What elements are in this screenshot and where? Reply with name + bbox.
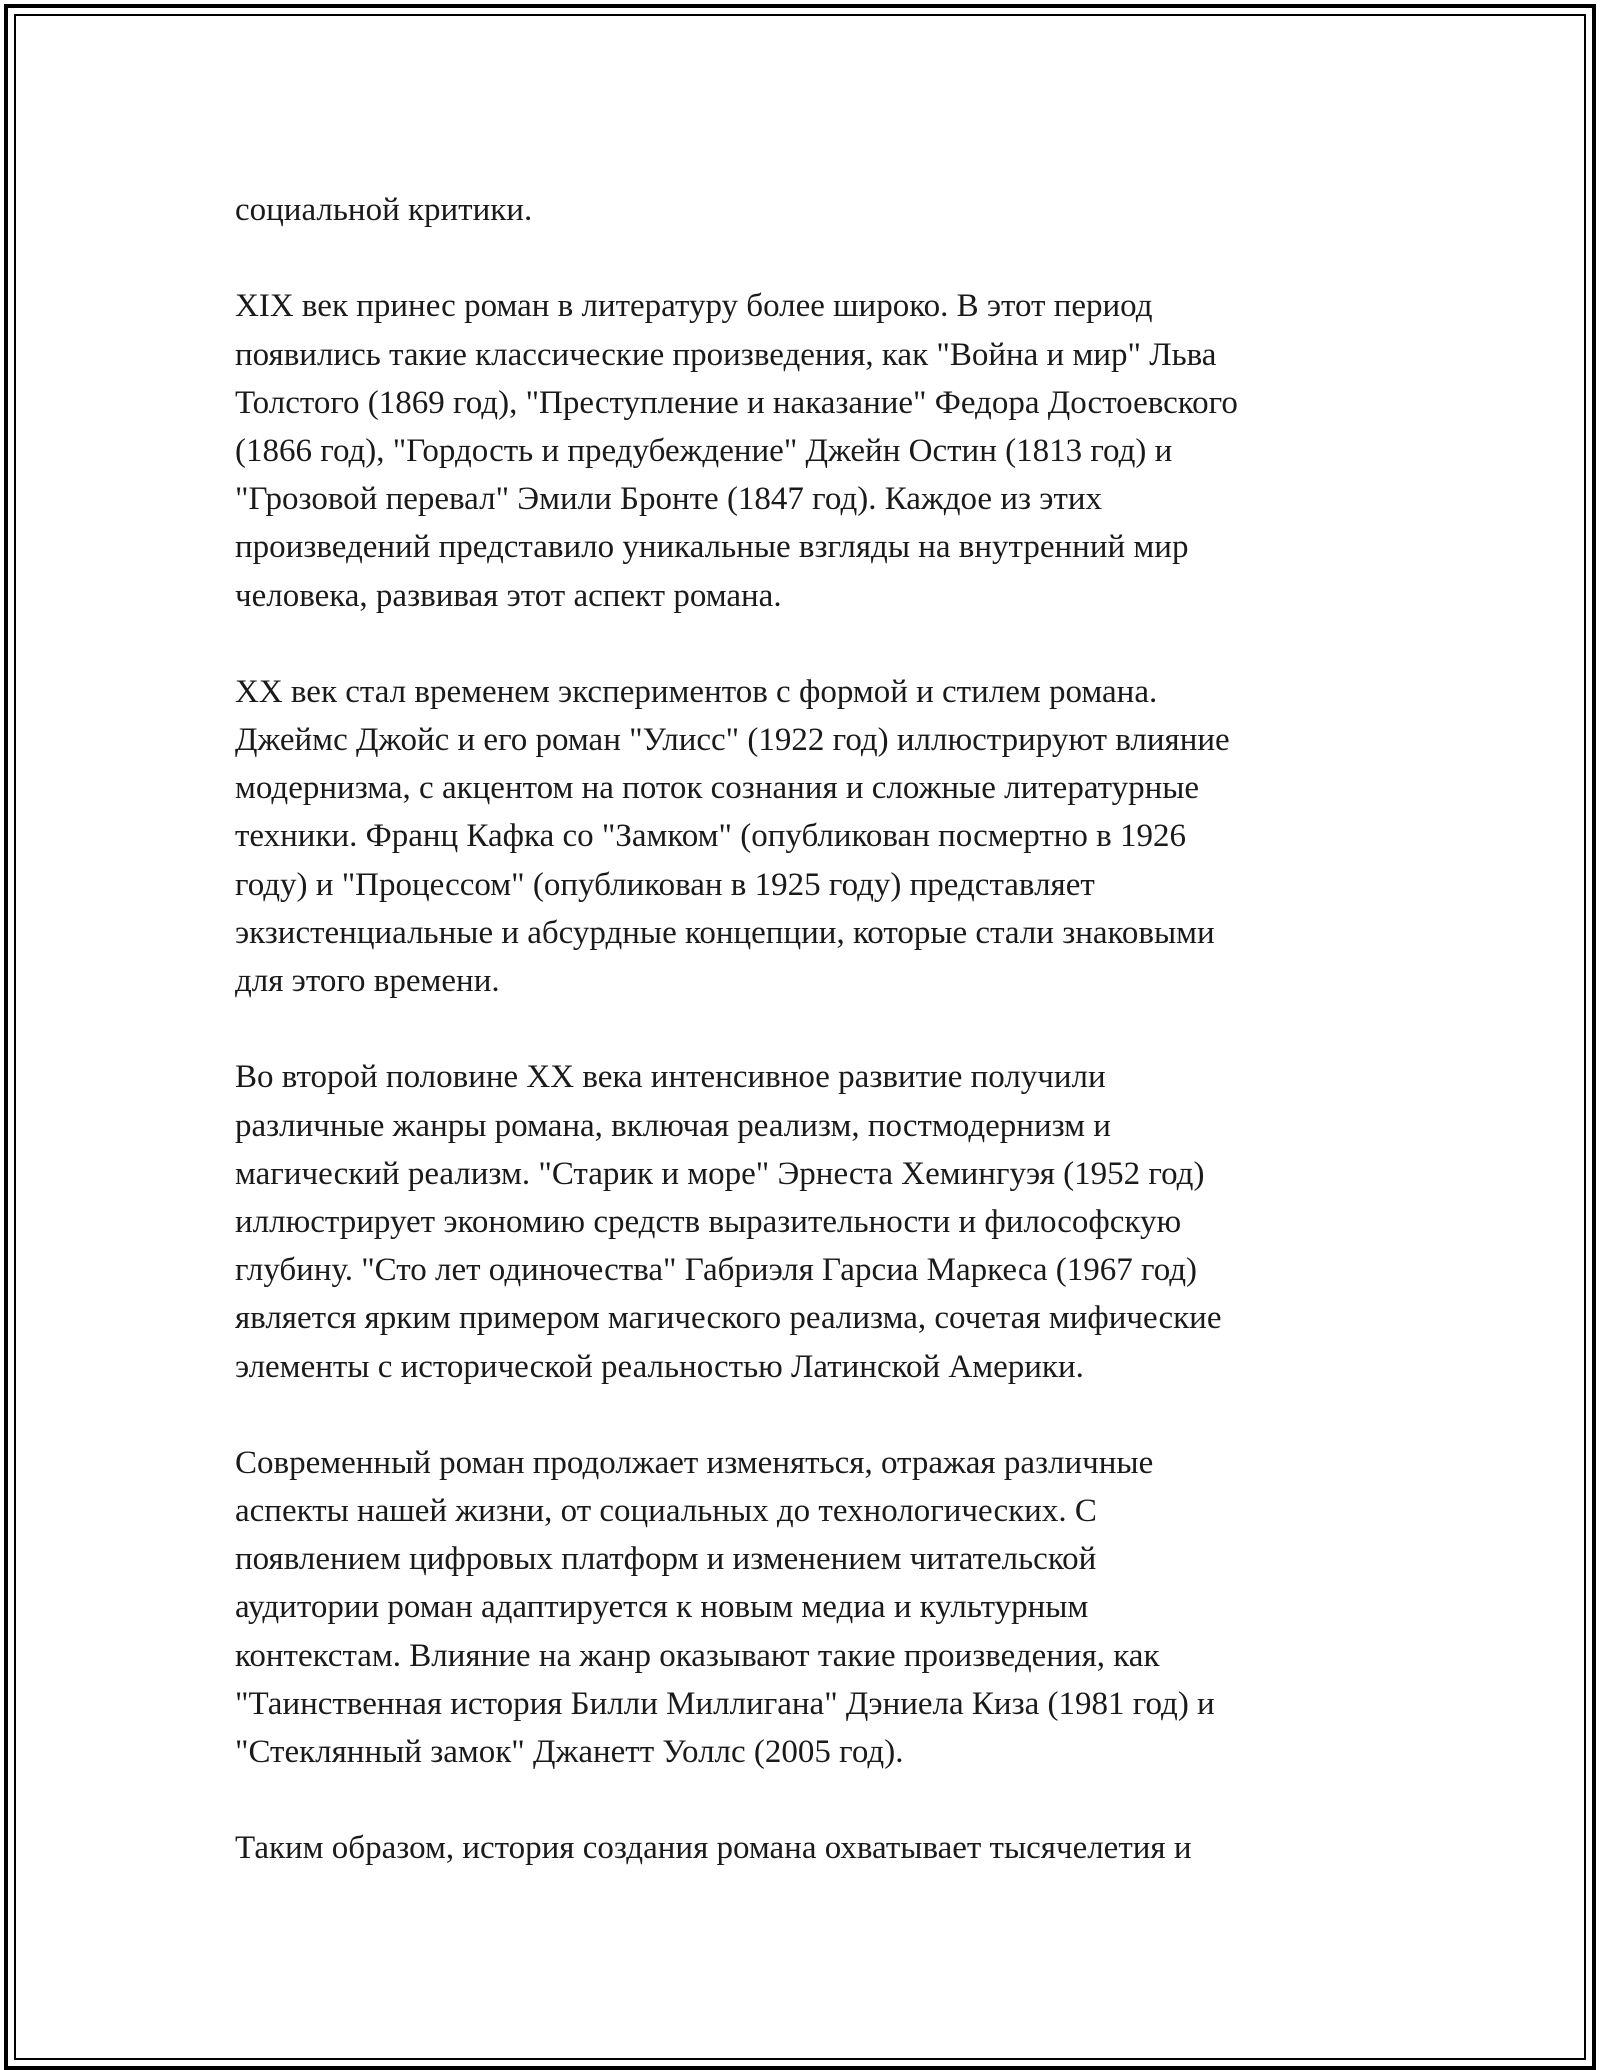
text-line: XIX век принес роман в литературу более широко. В этот период — [235, 288, 1153, 325]
text-line: аспекты нашей жизни, от социальных до технологических. С — [235, 1493, 1097, 1530]
paragraph — [235, 1439, 1395, 1776]
text-line: "Грозовой перевал" Эмили Бронте (1847 год). Каждое из этих — [235, 481, 1103, 518]
text-line: элементы с исторической реальностью Латинской Америки. — [235, 1348, 1084, 1385]
paragraph — [235, 186, 1395, 234]
text-line: году) и "Процессом" (опубликован в 1925 году) представляет — [235, 866, 1095, 903]
text-line: XX век стал временем экспериментов с формой и стилем романа. — [235, 673, 1158, 710]
paragraph — [235, 668, 1395, 1005]
text-line: аудитории роман адаптируется к новым медиа и культурным — [235, 1589, 1089, 1626]
text-line: магический реализм. "Старик и море" Эрнеста Хемингуэя (1952 год) — [235, 1155, 1205, 1192]
text-line: человека, развивая этот аспект романа. — [235, 577, 782, 614]
text-line: глубину. "Сто лет одиночества" Габриэля Гарсиа Маркеса (1967 год) — [235, 1252, 1198, 1289]
paragraph — [235, 1053, 1395, 1390]
text-line: (1866 год), "Гордость и предубеждение" Джейн Остин (1813 год) и — [235, 432, 1173, 469]
text-line: "Стеклянный замок" Джанетт Уоллс (2005 год). — [235, 1734, 904, 1770]
text-line: для этого времени. — [235, 963, 500, 999]
text-line: появлением цифровых платформ и изменением читательской — [235, 1541, 1097, 1578]
paragraph — [235, 1824, 1395, 1872]
text-line: Толстого (1869 год), "Преступление и наказание" Федора Достоевского — [235, 384, 1238, 421]
text-line: различные жанры романа, включая реализм, постмодернизм и — [235, 1107, 1111, 1144]
document-body — [235, 186, 1395, 1921]
text-line: Современный роман продолжает изменяться, отражая различные — [235, 1444, 1154, 1481]
text-line: "Таинственная история Билли Миллигана" Дэниела Киза (1981 год) и — [235, 1685, 1215, 1722]
text-line: является ярким примером магического реализма, сочетая мифические — [235, 1300, 1222, 1337]
text-line: произведений представило уникальные взгляды на внутренний мир — [235, 529, 1189, 566]
text-line: техники. Франц Кафка со "Замком" (опубликован посмертно в 1926 — [235, 818, 1186, 855]
text-line: модернизма, с акцентом на поток сознания и сложные литературные — [235, 770, 1200, 807]
text-line: экзистенциальные и абсурдные концепции, которые стали знаковыми — [235, 914, 1215, 951]
text-line: социальной критики. — [235, 192, 533, 228]
text-line: Джеймс Джойс и его роман "Улисс" (1922 год) иллюстрируют влияние — [235, 722, 1230, 759]
text-line: появились такие классические произведения, как "Война и мир" Льва — [235, 336, 1217, 373]
text-line: Во второй половине XX века интенсивное развитие получили — [235, 1059, 1106, 1096]
text-line: иллюстрирует экономию средств выразительности и философскую — [235, 1203, 1182, 1240]
text-line: контекстам. Влияние на жанр оказывают такие произведения, как — [235, 1637, 1160, 1674]
paragraph — [235, 282, 1395, 619]
text-line: Таким образом, история создания романа охватывает тысячелетия и — [235, 1830, 1192, 1867]
